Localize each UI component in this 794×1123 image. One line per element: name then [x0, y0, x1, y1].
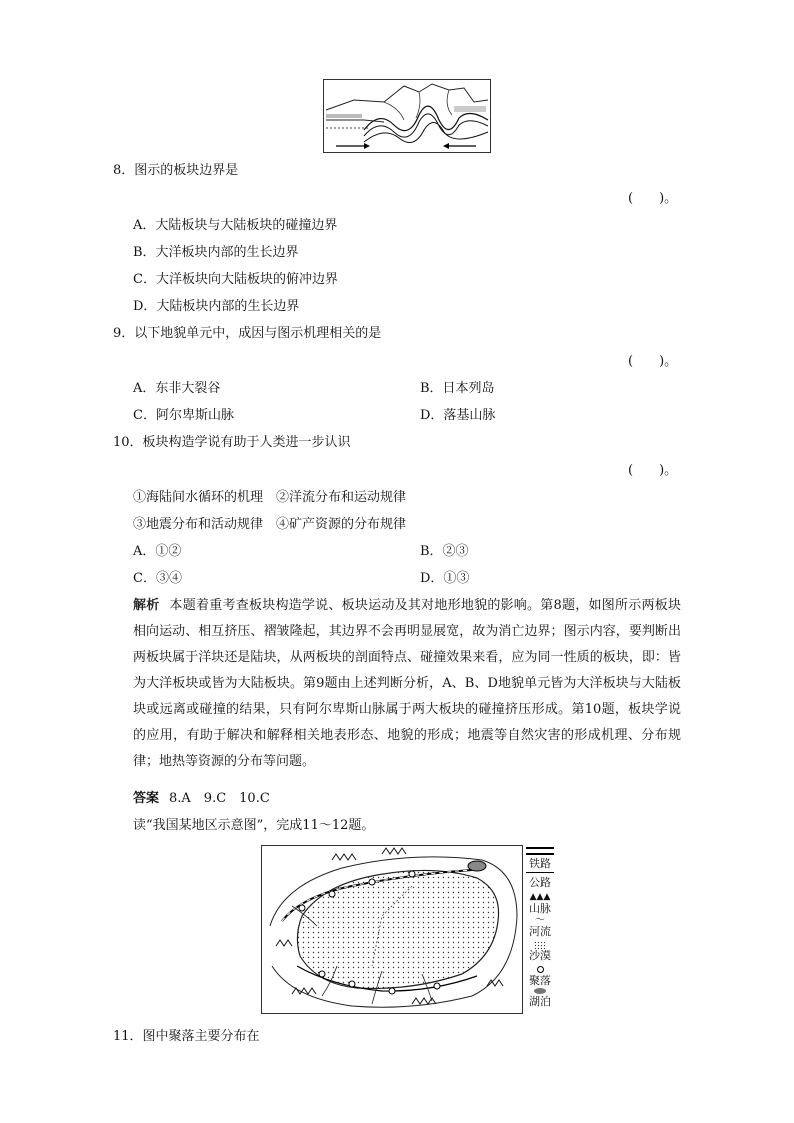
river-icon: 〜 — [535, 915, 545, 926]
q10-option-d: D．①③ — [420, 571, 470, 586]
legend-railway-label: 铁路 — [529, 857, 551, 870]
legend-desert — [525, 941, 555, 962]
q10-answer-blank: ( )。 — [628, 463, 678, 478]
plate-collision-diagram — [324, 80, 490, 152]
desert-icon — [534, 941, 546, 949]
q9-option-a: A．东非大裂谷 — [133, 381, 221, 396]
q10-item-row-1: ①海陆间水循环的机理 ②洋流分布和运动规律 — [133, 490, 407, 505]
plate-collision-figure — [323, 79, 491, 153]
region-map-figure — [261, 845, 523, 1014]
legend-lake — [525, 987, 555, 1008]
legend-railway — [525, 845, 555, 870]
q8-stem: 8．图示的板块边界是 — [113, 163, 239, 178]
legend-river-label: 河流 — [529, 925, 551, 938]
read-instruction: 读“我国某地区示意图”，完成11～12题。 — [133, 818, 375, 833]
q8-option-d: D．大陆板块内部的生长边界 — [133, 299, 300, 314]
legend-road — [525, 869, 555, 889]
q9-option-d: D．落基山脉 — [420, 408, 496, 423]
q8-answer-blank: ( )。 — [628, 191, 678, 206]
lake-icon — [534, 988, 546, 994]
q8-option-c: C．大洋板块向大陆板块的俯冲边界 — [133, 272, 338, 287]
legend-desert-label: 沙漠 — [529, 949, 551, 962]
region-map — [262, 846, 522, 1013]
q10-item-row-2: ③地震分布和活动规律 ④矿产资源的分布规律 — [133, 517, 407, 532]
q9-option-b: B．日本列岛 — [420, 381, 495, 396]
q11-stem: 11．图中聚落主要分布在 — [113, 1029, 260, 1044]
q10-option-b: B．②③ — [420, 544, 469, 559]
legend-lake-label: 湖泊 — [529, 995, 551, 1008]
legend-mountain — [525, 893, 555, 915]
q8-option-b: B．大洋板块内部的生长边界 — [133, 245, 299, 260]
answer-text: 8.A 9.C 10.C — [169, 791, 270, 806]
analysis-text: 本题着重考查板块构造学说、板块运动及其对地形地貌的影响。第8题，如图所示两板块相向运动、相互挤压、褶皱隆起，其边界不会再明显展宽，故为消亡边界；图示内容，要判断出两板块属于洋块还是陆块，从两板块的剖面特点、碰撞效果来看，应为同一性质的板块，即：皆为大洋板块或皆为大陆板块。第9题由上述判断分析，A、B、D地貌单元皆为大洋板块与大陆板块或远离或碰撞的结果，只有阿尔卑斯山脉属于两大板块的碰撞挤压形成。第10题，板块学说的应用，有助于解决和解释相关地表形态、地貌的形成；地震等自然灾害的形成机理、分布规律；地热等资源的分布等问题。 — [133, 598, 681, 769]
answer-line — [133, 790, 270, 808]
legend-settlement-label: 聚落 — [529, 974, 551, 987]
legend-river — [525, 917, 555, 938]
analysis-paragraph — [133, 593, 681, 775]
q10-option-a: A．①② — [133, 544, 182, 559]
legend-mountain-label: 山脉 — [529, 902, 551, 915]
q9-option-c: C．阿尔卑斯山脉 — [133, 408, 234, 423]
settlement-icon — [537, 966, 544, 973]
q10-option-c: C．③④ — [133, 571, 182, 586]
q10-stem: 10．板块构造学说有助于人类进一步认识 — [113, 435, 351, 450]
legend-settlement — [525, 965, 555, 987]
q9-stem: 9．以下地貌单元中，成因与图示机理相关的是 — [113, 326, 382, 341]
mountain-icon: ▲▲▲ — [529, 892, 551, 902]
desert-basin — [297, 870, 498, 988]
answer-tag: 答案 — [133, 791, 160, 806]
q9-answer-blank: ( )。 — [628, 354, 678, 369]
map-legend — [525, 845, 555, 1013]
analysis-tag: 解析 — [133, 598, 160, 613]
q8-option-a: A．大陆板块与大陆板块的碰撞边界 — [133, 218, 338, 233]
legend-road-label: 公路 — [529, 876, 551, 889]
